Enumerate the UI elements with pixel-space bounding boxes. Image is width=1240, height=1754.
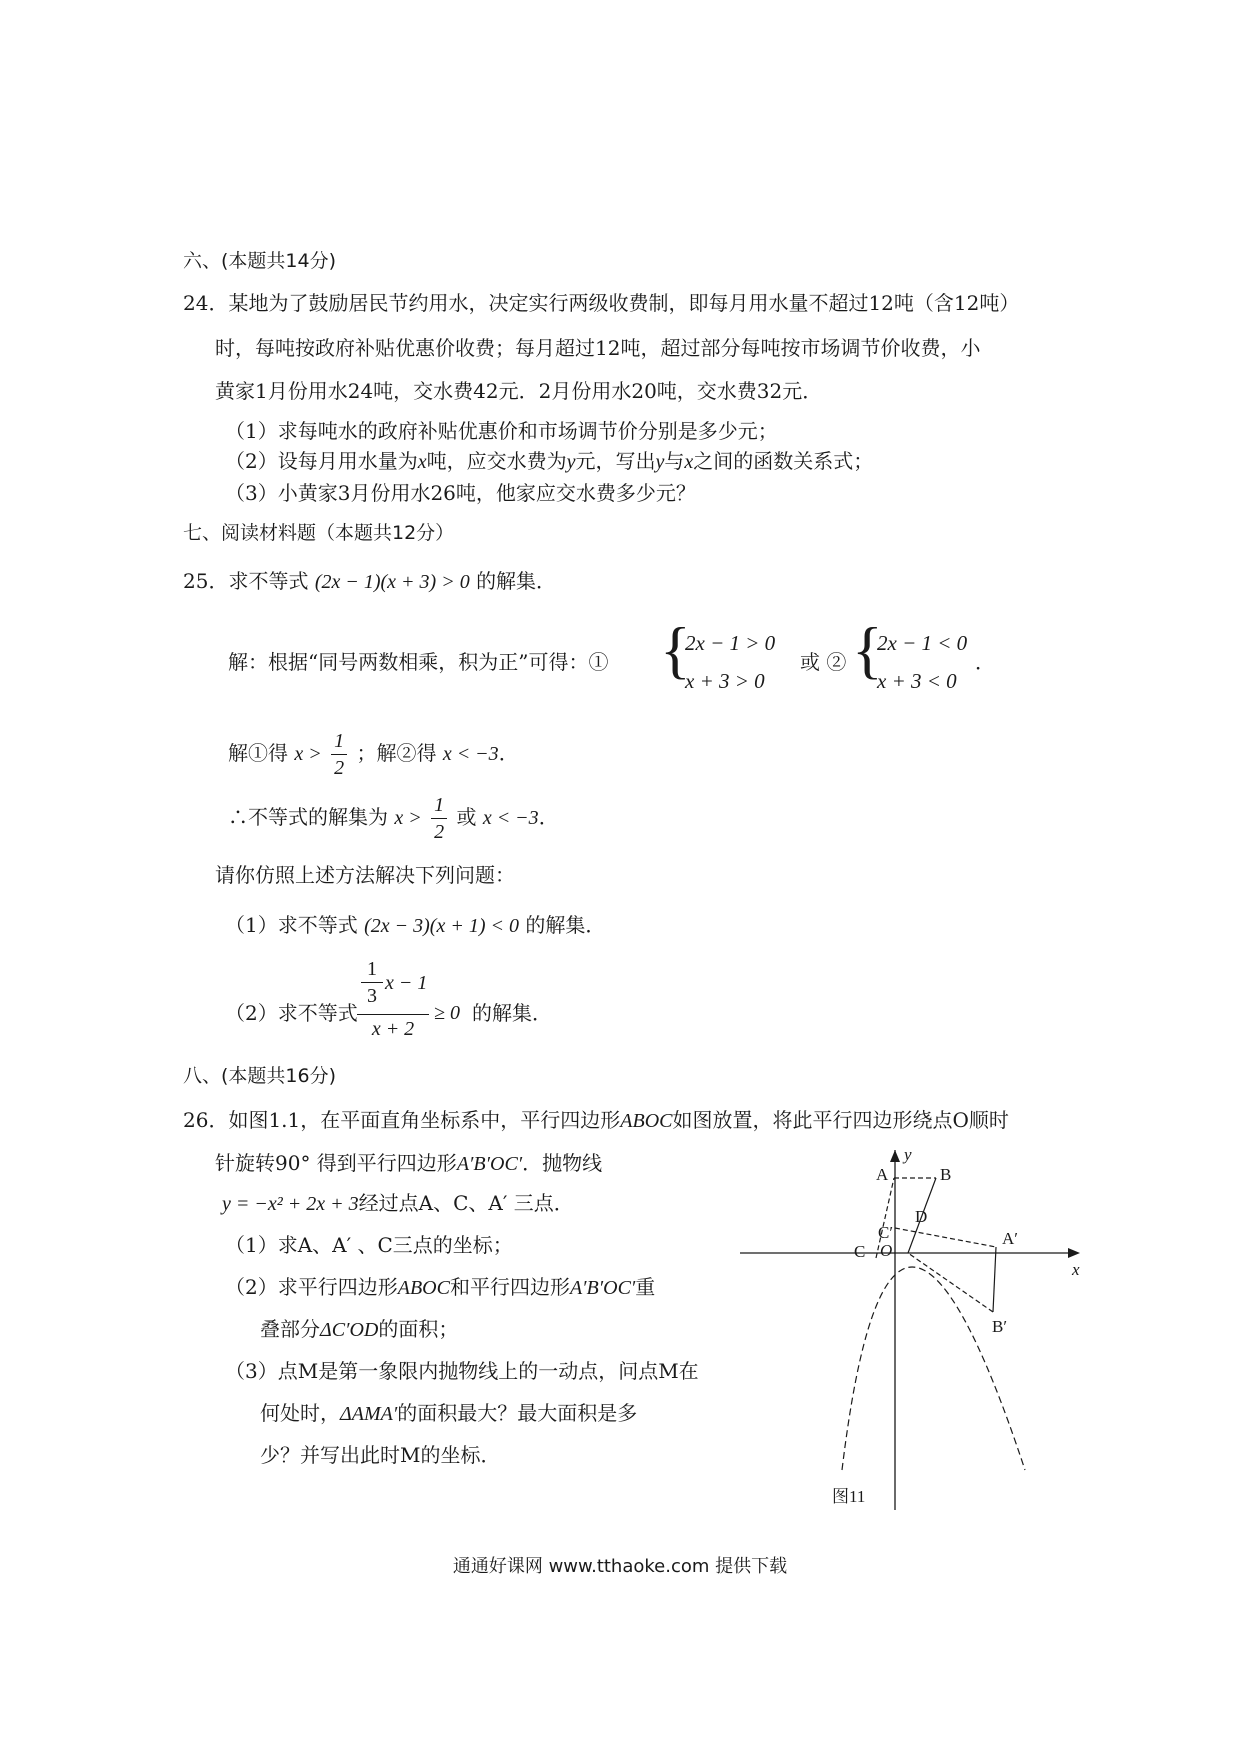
- y-axis-arrow-icon: [890, 1150, 900, 1162]
- fraction-num: 1: [331, 728, 347, 755]
- q24-sub2-a: （2）设每月用水量为: [225, 449, 418, 473]
- q25-sub2: （2）求不等式: [225, 1001, 358, 1025]
- q26-sub2-abcd: ABOC: [397, 1277, 450, 1299]
- q26-sub1: （1）求A、A′ 、C三点的坐标；: [225, 1233, 513, 1257]
- segment-b2o: [908, 1253, 993, 1312]
- q26-abcd2: A′B′OC′: [456, 1153, 523, 1175]
- brace-left-2: {: [852, 614, 883, 685]
- step2-b: x >: [394, 807, 422, 829]
- q26-line1: [183, 1107, 1009, 1134]
- system-1: [685, 624, 775, 700]
- var-y: y: [566, 451, 576, 473]
- q26-line2-a: 针旋转90° 得到平行四边形: [215, 1151, 457, 1175]
- q26-sub3-line2: [260, 1400, 637, 1427]
- fraction-den: 2: [434, 821, 445, 843]
- label-o: O: [880, 1241, 893, 1260]
- system-2: [877, 624, 967, 700]
- q24-line1: 24．某地为了鼓励居民节约用水，决定实行两级收费制，即每月用水量不超过12吨（含12吨）: [183, 291, 1020, 315]
- q26-sub3-b1: 何处时，: [260, 1401, 340, 1425]
- q24-sub3: （3）小黄家3月份用水26吨，他家应交水费多少元？: [225, 481, 696, 505]
- q26-line3-b: 经过点A、C、A′ 三点．: [358, 1191, 574, 1215]
- q25-sub1-a: （1）求不等式: [225, 913, 358, 937]
- figure-caption: 图11: [832, 1487, 866, 1506]
- q24-sub2-d: 与: [664, 449, 685, 473]
- q24-sub2-c: 元，写出: [575, 449, 656, 473]
- step1-b: x >: [294, 743, 322, 765]
- q25-stem-a: 25．求不等式: [183, 569, 309, 593]
- q25-sub2-ge: ≥ 0: [434, 1002, 460, 1024]
- label-x: x: [1072, 1260, 1080, 1279]
- system-1-eq2: x + 3 > 0: [685, 669, 765, 693]
- q25-step1: [228, 725, 519, 782]
- q26-sub2-abcd2: A′B′OC′: [569, 1277, 636, 1299]
- label-y: y: [904, 1150, 912, 1164]
- q25-sub2-b: 的解集．: [472, 1001, 552, 1025]
- q25-period: ．: [975, 650, 995, 674]
- system-2-eq2: x + 3 < 0: [877, 669, 957, 693]
- q25-step2: [228, 789, 559, 846]
- fraction-numerator: [357, 958, 429, 1012]
- q26-sub3-b2: 的面积最大？最大面积是多: [397, 1401, 638, 1425]
- step1-e: ．: [498, 741, 519, 765]
- step1-d: x < −3: [442, 743, 499, 765]
- segment-a2b2: [993, 1247, 996, 1312]
- q26-line1-b: 如图放置，将此平行四边形绕点O顺时: [672, 1108, 1009, 1132]
- q26-line2-b: ．抛物线: [522, 1151, 603, 1175]
- triangle-cod: ΔC′OD: [320, 1319, 379, 1341]
- q25-stem: [183, 568, 556, 595]
- q24-sub2-e: 之间的函数关系式；: [693, 449, 874, 473]
- segment-c2a2: [895, 1228, 996, 1247]
- q26-sub2-line2: [260, 1316, 458, 1343]
- system-2-eq1: 2x − 1 < 0: [877, 631, 968, 655]
- q26-sub2: [225, 1274, 655, 1301]
- label-a-prime: A′: [1002, 1229, 1018, 1248]
- q24-line2: 时，每吨按政府补贴优惠价收费；每月超过12吨，超过部分每吨按市场调节价收费，小: [215, 336, 981, 360]
- q26-line3: [222, 1190, 574, 1217]
- q26-sub3-line3: 少？并写出此时M的坐标．: [260, 1443, 501, 1467]
- num-rest: x − 1: [385, 972, 428, 994]
- brace-left-1: {: [660, 614, 691, 685]
- inner-num: 1: [367, 958, 377, 980]
- label-c-prime: C′: [878, 1223, 894, 1242]
- q26-sub2-c: 重: [635, 1275, 656, 1299]
- step1-a: 解①得: [228, 741, 288, 765]
- step2-a: ∴不等式的解集为: [228, 805, 388, 829]
- q25-imitate: 请你仿照上述方法解决下列问题：: [215, 863, 515, 887]
- label-c: C: [854, 1242, 866, 1261]
- q25-sub1: [225, 912, 605, 939]
- step2-d: x < −3: [482, 807, 539, 829]
- q26-sub2-line2-a: 叠部分: [260, 1317, 320, 1341]
- fraction-half: [431, 792, 447, 845]
- q26-line2: [215, 1150, 602, 1177]
- system-1-eq1: 2x − 1 > 0: [685, 631, 776, 655]
- q25-sub2-fraction: [357, 958, 429, 1043]
- q25-sub1-b: 的解集．: [525, 913, 606, 937]
- q24-sub2-b: 吨，应交水费为: [426, 449, 567, 473]
- label-a: A: [876, 1165, 889, 1184]
- step2-c: 或: [456, 805, 477, 829]
- step2-e: ．: [538, 805, 559, 829]
- q24-sub1: （1）求每吨水的政府补贴优惠价和市场调节价分别是多少元；: [225, 419, 778, 443]
- q26-sub3-line1: （3）点M是第一象限内抛物线上的一动点，问点M在: [225, 1359, 699, 1383]
- step1-c: ；解②得: [356, 741, 437, 765]
- inner-fraction-bar: [361, 982, 383, 983]
- inner-den: 3: [367, 985, 377, 1007]
- page-footer: 通通好课网 www.tthaoke.com 提供下载: [452, 1556, 788, 1577]
- section-6-heading: 六、(本题共14分): [183, 250, 337, 272]
- var-x: x: [417, 451, 427, 473]
- fraction-den: 2: [334, 757, 345, 779]
- parabola-expr: y = −x² + 2x + 3: [222, 1193, 359, 1215]
- q24-sub2: [225, 448, 873, 475]
- section-8-heading: 八、(本题共16分): [183, 1065, 337, 1087]
- q26-sub2-a: （2）求平行四边形: [225, 1275, 398, 1299]
- label-b-prime: B′: [992, 1317, 1008, 1336]
- var-y: y: [655, 451, 665, 473]
- q24-line3: 黄家1月份用水24吨，交水费42元．2月份用水20吨，交水费32元．: [215, 379, 823, 403]
- q25-stem-b: 的解集．: [476, 569, 557, 593]
- section-7-heading: 七、阅读材料题（本题共12分）: [183, 522, 455, 544]
- triangle-ama: ΔAMA′: [340, 1403, 398, 1425]
- fraction-denominator: x + 2: [371, 1018, 415, 1040]
- label-d: D: [915, 1207, 928, 1226]
- label-b: B: [940, 1165, 952, 1184]
- parabola-curve: [842, 1267, 1025, 1470]
- fraction-num: 1: [431, 792, 447, 819]
- x-axis-arrow-icon: [1068, 1248, 1080, 1258]
- figure-11: [690, 1150, 1090, 1530]
- q25-stem-expr: (2x − 1)(x + 3) > 0: [314, 571, 470, 593]
- q26-sub2-line2-b: 的面积；: [378, 1317, 459, 1341]
- var-x: x: [684, 451, 694, 473]
- q26-line1-a: 26．如图1.1，在平面直角坐标系中，平行四边形: [183, 1108, 621, 1132]
- q25-sub1-expr: (2x − 3)(x + 1) < 0: [364, 915, 519, 937]
- fraction-half: [331, 728, 347, 781]
- q25-solution-intro: 解：根据“同号两数相乘，积为正”可得：①: [228, 650, 609, 674]
- q25-or: 或 ②: [800, 650, 847, 674]
- q26-abcd: ABOC: [620, 1110, 673, 1132]
- q26-sub2-b: 和平行四边形: [449, 1275, 570, 1299]
